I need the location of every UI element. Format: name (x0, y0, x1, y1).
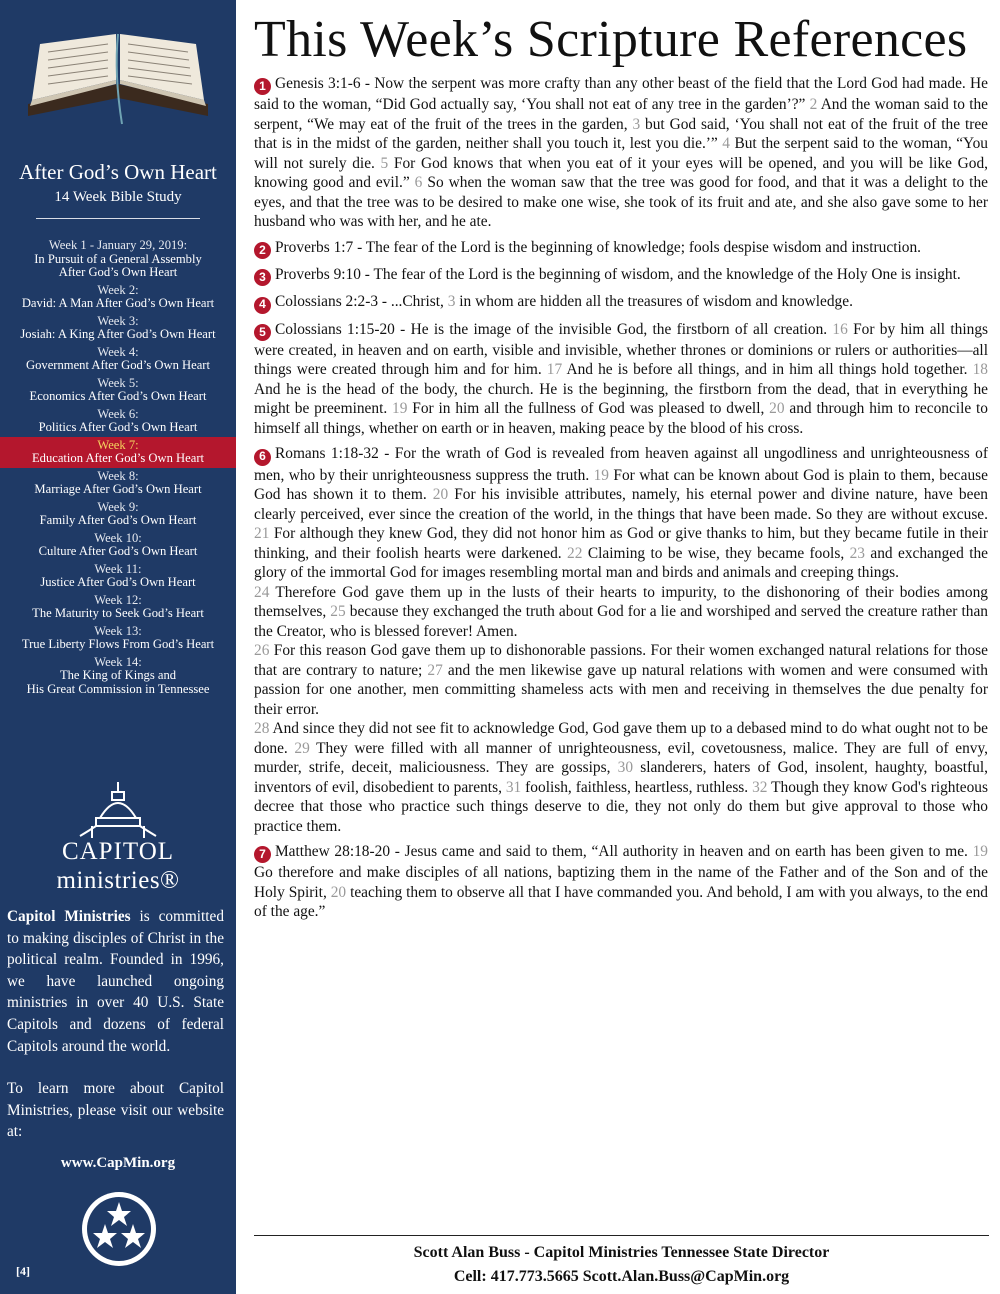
verse-number: 17 (546, 361, 563, 379)
scripture-text: For God knows that when you eat of it your eyes will be opened, and you will be like God, knowing good and evil.” (254, 154, 988, 192)
page-title: This Week’s Scripture References (254, 11, 968, 68)
week-title: Culture After God’s Own Heart (38, 544, 198, 558)
scripture-text: and the men likewise gave up natural relations with women and were consumed with passion for one another, men committing shameless acts with men and receiving in themselves the due penalty for their error. (254, 661, 988, 718)
scripture-text: and exchanged the glory of the immortal God for images resembling mortal man and birds and animals and creeping things. (254, 544, 988, 581)
scripture-text: And the woman said to the serpent, “We may eat of the fruit of the trees in the garden, (254, 96, 989, 133)
scripture-text: and through him to reconcile to himself all things, whether on earth or in heaven, making peace by the blood of his cross. (254, 400, 988, 437)
week-title-line2: His Great Commission in Tennessee (26, 681, 210, 696)
week-item (0, 375, 236, 406)
scripture-reference (254, 842, 988, 922)
verse-number: 22 (567, 544, 583, 562)
verse-number: 20 (330, 883, 347, 901)
scripture-text: And he is the head of the body, the church. He is the beginning, the firstborn from the dead, that in everything he might be preeminent. (254, 380, 988, 418)
week-item (0, 237, 236, 282)
verse-number: 23 (849, 544, 865, 562)
week-title: David: A Man After God’s Own Heart (21, 296, 215, 310)
tennessee-tristar-icon (80, 1190, 158, 1268)
week-label: Week 6: (97, 406, 139, 421)
scripture-text: Proverbs 9:10 - The fear of the Lord is the beginning of wisdom, and the knowledge of the Holy One is insight. (275, 266, 961, 283)
week-item (0, 468, 236, 499)
verse-number: 27 (427, 661, 443, 679)
scripture-text: because they exchanged the truth about God for a lie and worshiped and served the creature rather than the Creator, who is blessed forever! Amen. (254, 603, 988, 640)
reference-paragraph (254, 444, 988, 582)
reference-paragraph (254, 265, 988, 286)
verse-number: 4 (722, 135, 730, 153)
week-label: Week 3: (97, 313, 139, 328)
verse-number: 5 (380, 154, 389, 172)
verse-number: 25 (330, 603, 346, 620)
verse-number: 19 (593, 466, 609, 484)
study-subtitle: 14 Week Bible Study (54, 189, 182, 205)
reference-paragraph (254, 238, 988, 259)
scripture-text: Colossians 2:2-3 - ...Christ, (275, 293, 448, 311)
week-label: Week 14: (94, 654, 142, 669)
week-label: Week 7: (97, 437, 139, 452)
verse-number: 29 (294, 739, 310, 757)
scripture-text: slanderers, haters of God, insolent, haughty, boastful, inventors of evil, disobedient to parents, (254, 759, 988, 796)
reference-continuation (254, 641, 988, 719)
scripture-text: Claiming to be wise, they became fools, (582, 544, 850, 562)
week-item (0, 623, 236, 654)
week-item (0, 313, 236, 344)
scripture-text: And he is before all things, and in him all things hold together. (562, 361, 973, 379)
week-label: Week 11: (94, 561, 142, 576)
scripture-text: foolish, faithless, heartless, ruthless. (521, 778, 753, 796)
verse-number: 19 (972, 843, 988, 860)
reference-paragraph (254, 292, 988, 313)
verse-number: 20 (769, 400, 785, 418)
scripture-text: Therefore God gave them up in the lusts of their hearts to impurity, to the dishonoring of their bodies among themselves, (254, 583, 988, 620)
verse-number: 26 (254, 642, 270, 659)
verse-number: 30 (617, 759, 634, 776)
sidebar (0, 0, 236, 1294)
scripture-reference (254, 292, 988, 313)
verse-number: 31 (505, 778, 522, 796)
week-label: Week 12: (94, 592, 142, 607)
about-org-name: Capitol Ministries (7, 908, 131, 925)
scripture-text: Go therefore and make disciples of all nations, baptizing them in the name of the Father and of the Son and of the Holy Spirit, (254, 864, 988, 901)
verse-number: 18 (972, 361, 988, 379)
scripture-text: For his invisible attributes, namely, his eternal power and divine nature, have been clearly perceived, ever since the creation of the world, in the things that have been made. So they are without excuse. (254, 486, 988, 523)
week-title: Marriage After God’s Own Heart (34, 482, 202, 496)
verse-number: 6 (414, 174, 423, 192)
week-item (0, 437, 236, 468)
week-label: Week 10: (94, 530, 142, 545)
week-label: Week 8: (97, 468, 139, 483)
scripture-text: Matthew 28:18-20 - Jesus came and said to them, “All authority in heaven and on earth has been given to me. (275, 843, 973, 860)
week-title: Politics After God’s Own Heart (38, 420, 198, 434)
about-body: is committed to making disciples of Christ in the political realm. Founded in 1996, we have launched ongoing ministries in over 40 U.S. State Capitols and dozens of federal Capitols around the world. (7, 908, 224, 1055)
page-number: [4] (16, 1264, 30, 1278)
capitol-logo-line2: ministries® (56, 867, 180, 894)
scripture-text: For by him all things were created, in heaven and on earth, visible and invisible, whether thrones or dominions or rulers or authorities—all things were created through him and for him. (254, 320, 988, 379)
verse-number: 32 (752, 778, 768, 796)
footer-divider (254, 1235, 989, 1236)
verse-number: 21 (254, 525, 270, 542)
scripture-text: Proverbs 1:7 - The fear of the Lord is the beginning of knowledge; fools despise wisdom and instruction. (275, 238, 922, 256)
week-title: The Maturity to Seek God’s Heart (32, 606, 204, 620)
scripture-reference-list (254, 74, 988, 928)
scripture-text: Colossians 1:15-20 - He is the image of the invisible God, the firstborn of all creation. (275, 320, 833, 338)
week-title: Family After God’s Own Heart (39, 513, 197, 527)
week-item (0, 561, 236, 592)
week-title: Education After God’s Own Heart (31, 451, 205, 465)
week-item (0, 499, 236, 530)
scripture-text: Genesis 3:1-6 - Now the serpent was more crafty than any other beast of the field that the Lord God had made. He said to the woman, “Did God actually say, ‘You shall not eat of any tree in the garden’?” (254, 75, 988, 114)
week-label: Week 1 - January 29, 2019: (48, 238, 188, 252)
week-label: Week 13: (94, 623, 142, 638)
footer-director: Scott Alan Buss - Capitol Ministries Tennessee State Director (413, 1244, 830, 1261)
week-title: Government After God’s Own Heart (26, 358, 210, 372)
scripture-text: And since they did not see fit to acknowledge God, God gave them up to a debased mind to do what ought not to be done. (254, 720, 988, 757)
week-item (0, 530, 236, 561)
week-title: Justice After God’s Own Heart (40, 575, 196, 589)
verse-number: 19 (392, 400, 408, 418)
week-item (0, 592, 236, 623)
week-title: Josiah: A King After God’s Own Heart (20, 327, 216, 341)
reference-number-badge: 3 (254, 269, 271, 286)
scripture-reference (254, 320, 988, 439)
learn-more-text: To learn more about Capitol Ministries, please visit our website at: (7, 1080, 224, 1141)
scripture-reference (254, 238, 988, 259)
scripture-text: Romans 1:18-32 - For the wrath of God is revealed from heaven against all ungodliness and unrighteousness of men, who by their unrighteousness suppress the truth. (254, 445, 988, 484)
week-title: The King of Kings and (59, 668, 177, 682)
open-bible-icon (18, 14, 218, 134)
scripture-text: For although they knew God, they did not honor him as God or give thanks to him, but they became futile in their thinking, and their foolish hearts were darkened. (254, 525, 988, 562)
scripture-text: but God said, ‘You shall not eat of the fruit of the tree that is in the midst of the garden, neither shall you touch it, lest you die.’” (254, 115, 989, 153)
reference-paragraph (254, 320, 988, 439)
scripture-text: For this reason God gave them up to dishonorable passions. For their women exchanged natural relations for those that are contrary to nature; (254, 642, 988, 679)
week-item (0, 406, 236, 437)
reference-continuation (254, 719, 988, 836)
scripture-text: teaching them to observe all that I have commanded you. And behold, I am with you always, to the end of the age.” (254, 883, 988, 921)
week-list (0, 237, 236, 698)
study-title: After God’s Own Heart (19, 160, 217, 184)
about-text (7, 906, 224, 1057)
reference-paragraph (254, 74, 988, 232)
reference-number-badge: 6 (254, 449, 271, 466)
scripture-text: They were filled with all manner of unrighteousness, evil, covetousness, malice. They are full of envy, murder, strife, deceit, maliciousness. They are gossips, (254, 739, 988, 776)
week-title: Economics After God’s Own Heart (29, 389, 207, 403)
scripture-text: So when the woman saw that the tree was good for food, and that it was a delight to the eyes, and that the tree was to be desired to make one wise, she took of its fruit and ate, and she also gave some to her husband who was with her, and he ate. (254, 174, 988, 231)
week-label: Week 2: (97, 282, 139, 297)
week-item (0, 282, 236, 313)
reference-number-badge: 5 (254, 324, 271, 341)
week-label: Week 9: (97, 499, 139, 514)
week-item (0, 344, 236, 375)
verse-number: 3 (632, 115, 641, 133)
verse-number: 28 (254, 720, 270, 737)
footer-contact: Cell: 417.773.5665 Scott.Alan.Buss@CapMin.org (453, 1268, 790, 1285)
reference-number-badge: 2 (254, 242, 271, 259)
website-link[interactable]: www.CapMin.org (60, 1155, 176, 1171)
scripture-reference (254, 74, 988, 232)
scripture-reference (254, 265, 988, 286)
scripture-text: Though they know God's righteous decree that those who practice such things deserve to die, they not only do them but give approval to those who practice them. (254, 778, 988, 835)
verse-number: 3 (447, 293, 456, 311)
reference-paragraph (254, 842, 988, 922)
week-label: Week 5: (97, 375, 139, 390)
scripture-text: in whom are hidden all the treasures of wisdom and knowledge. (455, 293, 853, 311)
week-title: In Pursuit of a General Assembly (34, 251, 202, 266)
scripture-text: But the serpent said to the woman, “You will not surely die. (254, 135, 988, 172)
reference-continuation (254, 583, 988, 642)
verse-number: 2 (809, 96, 818, 114)
verse-number: 16 (832, 320, 848, 338)
scripture-text: For what can be known about God is plain to them, because God has shown it to them. (254, 466, 988, 503)
reference-number-badge: 1 (254, 78, 271, 95)
week-title: True Liberty Flows From God’s Heart (21, 637, 215, 651)
week-title-line2: After God’s Own Heart (58, 265, 178, 279)
scripture-reference (254, 444, 988, 836)
verse-number: 20 (432, 486, 449, 503)
capitol-logo-line1: CAPITOL (61, 838, 175, 865)
reference-number-badge: 7 (254, 846, 271, 863)
reference-number-badge: 4 (254, 297, 271, 314)
scripture-text: For in him all the fullness of God was pleased to dwell, (407, 400, 770, 418)
verse-number: 24 (254, 583, 270, 601)
sidebar-divider (36, 218, 200, 219)
week-label: Week 4: (97, 344, 139, 359)
week-item (0, 654, 236, 699)
